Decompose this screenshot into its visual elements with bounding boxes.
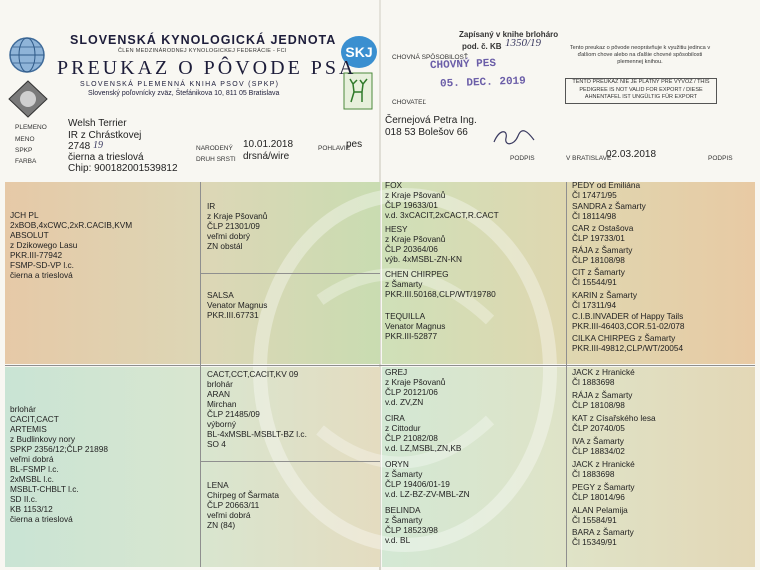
gen4-ancestor bbox=[572, 180, 640, 200]
pedigree-sire-dam bbox=[207, 290, 267, 320]
dam-dam-line: ZN (84) bbox=[207, 520, 236, 530]
sire-line: FSMP-SD-VP l.c. bbox=[10, 260, 74, 270]
gen4-line: KAT z Císařského lesa bbox=[572, 413, 656, 423]
gen-1-2-divider bbox=[200, 182, 201, 567]
gen4-line: Čl 17471/95 bbox=[572, 190, 617, 200]
dam-line: SPKP 2356/12;ČLP 21898 bbox=[10, 444, 108, 454]
gen3-line: výb. 4xMSBL-ZN-KN bbox=[385, 254, 462, 264]
gen4-line: ČLP 19733/01 bbox=[572, 233, 625, 243]
coat-value: drsná/wire bbox=[243, 151, 290, 162]
dam-line: MSBLT-CHBLT l.c. bbox=[10, 484, 79, 494]
breeding-eligibility-label: CHOVNÁ SPÔSOBILOSŤ bbox=[392, 54, 468, 61]
pedigree-dam bbox=[10, 404, 108, 524]
gen3-line: ČLP 20364/06 bbox=[385, 244, 438, 254]
gen3-line: PKR.III-52877 bbox=[385, 331, 438, 341]
gen4-line: JACK z Hranické bbox=[572, 459, 635, 469]
gen3-line: GREJ bbox=[385, 367, 408, 377]
dam-line: SD II.c. bbox=[10, 494, 38, 504]
gen3-line: PKR.III.50168,CLP/WT/19780 bbox=[385, 289, 496, 299]
gen4-ancestor bbox=[572, 390, 632, 410]
dam-sire-line: brlohár bbox=[207, 379, 233, 389]
gen3-line: FOX bbox=[385, 180, 403, 190]
dam-line: CACIT,CACT bbox=[10, 414, 59, 424]
owner-sign-label: PODPIS bbox=[510, 155, 535, 162]
gen3-line: ČLP 19406/01-19 bbox=[385, 479, 450, 489]
gen3-line: CHEN CHIRPEG bbox=[385, 269, 449, 279]
owner-address: 018 53 Bolešov 66 bbox=[385, 127, 468, 138]
gen3-line: CIRA bbox=[385, 413, 405, 423]
gen3-line: v.d. 3xCACIT,2xCACT,R.CACT bbox=[385, 210, 499, 220]
pedigree-dam-dam bbox=[207, 480, 279, 530]
gen4-line: PEGY z Šamarty bbox=[572, 482, 635, 492]
gen4-line: RÁJA z Šamarty bbox=[572, 390, 633, 400]
gen4-ancestor bbox=[572, 245, 632, 265]
name-label: MENO bbox=[15, 136, 35, 143]
gen4-ancestor bbox=[572, 333, 683, 353]
gen4-line: PKR.III-49812,CLP/WT/20054 bbox=[572, 343, 684, 353]
sire-dam-line: PKR.III.67731 bbox=[207, 310, 259, 320]
dam-line: čierna a trieslová bbox=[10, 514, 73, 524]
gen4-line: Čl 1883698 bbox=[572, 377, 615, 387]
registration-line: Zapísaný v knihe brloháro bbox=[459, 30, 559, 39]
breed-value: Welsh Terrier bbox=[68, 118, 127, 129]
gen3-line: Venator Magnus bbox=[385, 321, 446, 331]
dam-sire-line: SO 4 bbox=[207, 439, 226, 449]
gen4-line: ALAN Pelamija bbox=[572, 505, 628, 515]
gen4-line: C.I.B.INVADER of Happy Tails bbox=[572, 311, 684, 321]
gen3-line: ORYN bbox=[385, 459, 409, 469]
gen3-line: v.d. ZV,ZN bbox=[385, 397, 424, 407]
gen-3-4-divider bbox=[566, 182, 567, 567]
sire-sire-line: ČLP 21301/09 bbox=[207, 221, 260, 231]
gen4-line: IVA z Šamarty bbox=[572, 436, 624, 446]
sire-dam-line: SALSA bbox=[207, 290, 234, 300]
gen3-line: ČLP 20121/06 bbox=[385, 387, 438, 397]
pedigree-sire-sire bbox=[207, 201, 267, 251]
gen4-line: Čl 15544/91 bbox=[572, 277, 617, 287]
gen4-line: SANDRA z Šamarty bbox=[572, 201, 646, 211]
gen2-divider-top bbox=[200, 273, 380, 274]
pedigree-dam-sire bbox=[207, 369, 307, 449]
spkp-label: SPKP bbox=[15, 147, 33, 154]
owner-name: Černejová Petra Ing. bbox=[385, 115, 477, 126]
gen4-line: Čl 18114/98 bbox=[572, 211, 617, 221]
gen4-ancestor bbox=[572, 413, 656, 433]
dam-sire-line: výborný bbox=[207, 419, 237, 429]
gen4-line: PEDY od Emiliána bbox=[572, 180, 641, 190]
gen4-ancestor bbox=[572, 290, 637, 310]
gen4-line: JACK z Hranické bbox=[572, 367, 635, 377]
gen4-line: Čl 17311/94 bbox=[572, 300, 617, 310]
dog-emblem-icon bbox=[8, 80, 48, 118]
spkp-handwritten: 19 bbox=[93, 140, 103, 151]
gen4-ancestor bbox=[572, 436, 625, 456]
gen3-ancestor bbox=[385, 413, 461, 453]
dam-dam-line: veľmi dobrá bbox=[207, 510, 251, 520]
gen4-ancestor bbox=[572, 367, 635, 387]
sire-sire-line: ZN obstál bbox=[207, 241, 243, 251]
gen3-ancestor bbox=[385, 269, 496, 299]
gen3-line: ČLP 18523/98 bbox=[385, 525, 438, 535]
dam-dam-line: ČLP 20663/11 bbox=[207, 500, 260, 510]
usage-notice: Tento preukaz o pôvode neoprávňuje k využitiu jedinca v ďalšom chove alebo na ďalšie chovné spôsobilosti plemennej knihou. bbox=[569, 45, 711, 65]
sire-line: JCH PL bbox=[10, 210, 39, 220]
stamp-date: 05. DEC. 2019 bbox=[439, 75, 527, 91]
spkp-value: 2748 bbox=[68, 141, 91, 152]
gen4-line: ČLP 18108/98 bbox=[572, 400, 625, 410]
color-value: čierna a trieslová bbox=[68, 152, 144, 163]
gen4-ancestor bbox=[572, 223, 633, 243]
gen4-line: Čl 1883698 bbox=[572, 469, 615, 479]
sire-line: 2xBOB,4xCWC,2xR.CACIB,KVM bbox=[10, 220, 133, 230]
bratislava-date: 02.03.2018 bbox=[606, 149, 657, 160]
owner-signature-icon bbox=[490, 124, 540, 154]
gen4-line: KARIN z Šamarty bbox=[572, 290, 638, 300]
gen3-line: ČLP 19633/01 bbox=[385, 200, 438, 210]
gen4-line: ČLP 18014/96 bbox=[572, 492, 625, 502]
dam-line: z Budlinkovy nory bbox=[10, 434, 76, 444]
svg-text:SKJ: SKJ bbox=[345, 44, 373, 60]
bratislava-label: V BRATISLAVE bbox=[566, 155, 612, 162]
gen3-ancestor bbox=[385, 180, 499, 220]
gen3-line: ČLP 21082/08 bbox=[385, 433, 438, 443]
born-label: NARODENÝ bbox=[196, 145, 233, 152]
gen3-line: z Šamarty bbox=[385, 279, 423, 289]
sire-sire-line: z Kraje Pšovanů bbox=[207, 211, 268, 221]
globe-logo-icon bbox=[8, 36, 46, 74]
gen2-divider-bottom bbox=[200, 461, 380, 462]
gen3-ancestor bbox=[385, 505, 438, 545]
gen4-line: PKR.III-46403,COR.51-02/078 bbox=[572, 321, 685, 331]
sire-line: PKR.III-77942 bbox=[10, 250, 63, 260]
gen4-line: Čl 15349/91 bbox=[572, 537, 617, 547]
dam-line: 2xMSBL l.c. bbox=[10, 474, 54, 484]
dam-sire-line: Mirchan bbox=[207, 399, 237, 409]
gen4-ancestor bbox=[572, 505, 628, 525]
pedigree-divider bbox=[5, 365, 755, 366]
organization-name: SLOVENSKÁ KYNOLOGICKÁ JEDNOTA bbox=[70, 33, 337, 47]
gen4-line: ČLP 18108/98 bbox=[572, 255, 625, 265]
dam-line: BL-FSMP l.c. bbox=[10, 464, 59, 474]
gen4-line: ČLP 20740/05 bbox=[572, 423, 625, 433]
coat-label: DRUH SRSTI bbox=[196, 156, 236, 163]
registration-kb-label: pod. č. KB bbox=[462, 42, 502, 51]
color-label: FARBA bbox=[15, 158, 37, 165]
organization-subtitle: ČLEN MEDZINÁRODNEJ KYNOLOGICKEJ FEDERÁCIE - FCI bbox=[118, 48, 287, 54]
gen3-line: z Kraje Pšovanů bbox=[385, 234, 446, 244]
registry-address: Slovenský poľovnícky zväz, Štefánikova 10, 811 05 Bratislava bbox=[88, 90, 280, 97]
dam-sire-line: BL-4xMSBL-MSBLT-BZ l.c. bbox=[207, 429, 307, 439]
gen3-line: z Kraje Pšovanů bbox=[385, 377, 446, 387]
gen4-line: CIT z Šamarty bbox=[572, 267, 625, 277]
gen3-line: BELINDA bbox=[385, 505, 421, 515]
gen4-ancestor bbox=[572, 482, 635, 502]
gen4-line: BARA z Šamarty bbox=[572, 527, 634, 537]
gen4-ancestor bbox=[572, 201, 646, 221]
sire-line: čierna a trieslová bbox=[10, 270, 73, 280]
sire-line: ABSOLUT bbox=[10, 230, 49, 240]
pedigree-sire bbox=[10, 210, 132, 280]
sire-sire-line: IR bbox=[207, 201, 216, 211]
name-value: IR z Chrástkovej bbox=[68, 130, 142, 141]
office-sign-label: PODPIS bbox=[708, 155, 733, 162]
gen3-ancestor bbox=[385, 311, 445, 341]
breeding-stamp: CHOVNÝ PES bbox=[429, 57, 497, 73]
sire-sire-line: veľmi dobrý bbox=[207, 231, 250, 241]
gen4-ancestor bbox=[572, 527, 634, 547]
gen3-ancestor bbox=[385, 459, 470, 499]
gen4-line: CILKA CHIRPEG z Šamarty bbox=[572, 333, 676, 343]
registry-name: SLOVENSKÁ PLEMENNÁ KNIHA PSOV (SPKP) bbox=[80, 81, 280, 88]
gen3-line: v.d. LZ,MSBL,ZN,KB bbox=[385, 443, 462, 453]
sire-dam-line: Venator Magnus bbox=[207, 300, 268, 310]
born-value: 10.01.2018 bbox=[243, 139, 294, 150]
gen3-ancestor bbox=[385, 367, 445, 407]
dam-sire-line: ČLP 21485/09 bbox=[207, 409, 260, 419]
dam-dam-line: Chirpeg of Šarmata bbox=[207, 490, 279, 500]
gen3-line: TEQUILLA bbox=[385, 311, 426, 321]
chip-value: Chip: 900182001539812 bbox=[68, 163, 178, 174]
dam-line: brlohár bbox=[10, 404, 36, 414]
gen3-line: z Šamarty bbox=[385, 469, 423, 479]
sire-line: z Dzikowego Lasu bbox=[10, 240, 78, 250]
breed-label: PLEMENO bbox=[15, 124, 47, 131]
gen4-ancestor bbox=[572, 459, 635, 479]
gen3-line: z Cittodur bbox=[385, 423, 421, 433]
document-title: PREUKAZ O PÔVODE PSA bbox=[57, 57, 357, 79]
owner-label: CHOVATEĽ bbox=[392, 99, 427, 106]
sex-label: POHLAVIE bbox=[318, 145, 351, 152]
dam-sire-line: CACT,CCT,CACIT,KV 09 bbox=[207, 369, 299, 379]
gen3-ancestor bbox=[385, 224, 462, 264]
gen4-ancestor bbox=[572, 267, 625, 287]
gen3-line: z Kraje Pšovanů bbox=[385, 190, 446, 200]
dam-line: KB 1153/12 bbox=[10, 504, 53, 514]
gen4-line: ČLP 18834/02 bbox=[572, 446, 625, 456]
gen3-line: v.d. BL bbox=[385, 535, 411, 545]
dam-dam-line: LENA bbox=[207, 480, 229, 490]
export-warning: TENTO PREUKAZ NIE JE PLATNÝ PRE VÝVOZ / THIS PEDIGREE IS NOT VALID FOR EXPORT / DIESE AHNENTAFEL IST UNGÜLTIG FÜR EXPORT bbox=[565, 78, 717, 104]
gen4-line: CAR z Ostašova bbox=[572, 223, 634, 233]
sex-value: pes bbox=[346, 139, 363, 150]
dam-line: veľmi dobrá bbox=[10, 454, 54, 464]
dam-sire-line: ARAN bbox=[207, 389, 231, 399]
gen3-line: HESY bbox=[385, 224, 408, 234]
gen3-line: z Šamarty bbox=[385, 515, 423, 525]
gen4-line: Čl 15584/91 bbox=[572, 515, 617, 525]
gen4-line: RÁJA z Šamarty bbox=[572, 245, 633, 255]
dam-line: ARTEMIS bbox=[10, 424, 47, 434]
registration-kb-number: 1350/19 bbox=[505, 37, 542, 49]
gen3-line: v.d. LZ-BZ-ZV-MBL-ZN bbox=[385, 489, 470, 499]
gen4-ancestor bbox=[572, 311, 685, 331]
